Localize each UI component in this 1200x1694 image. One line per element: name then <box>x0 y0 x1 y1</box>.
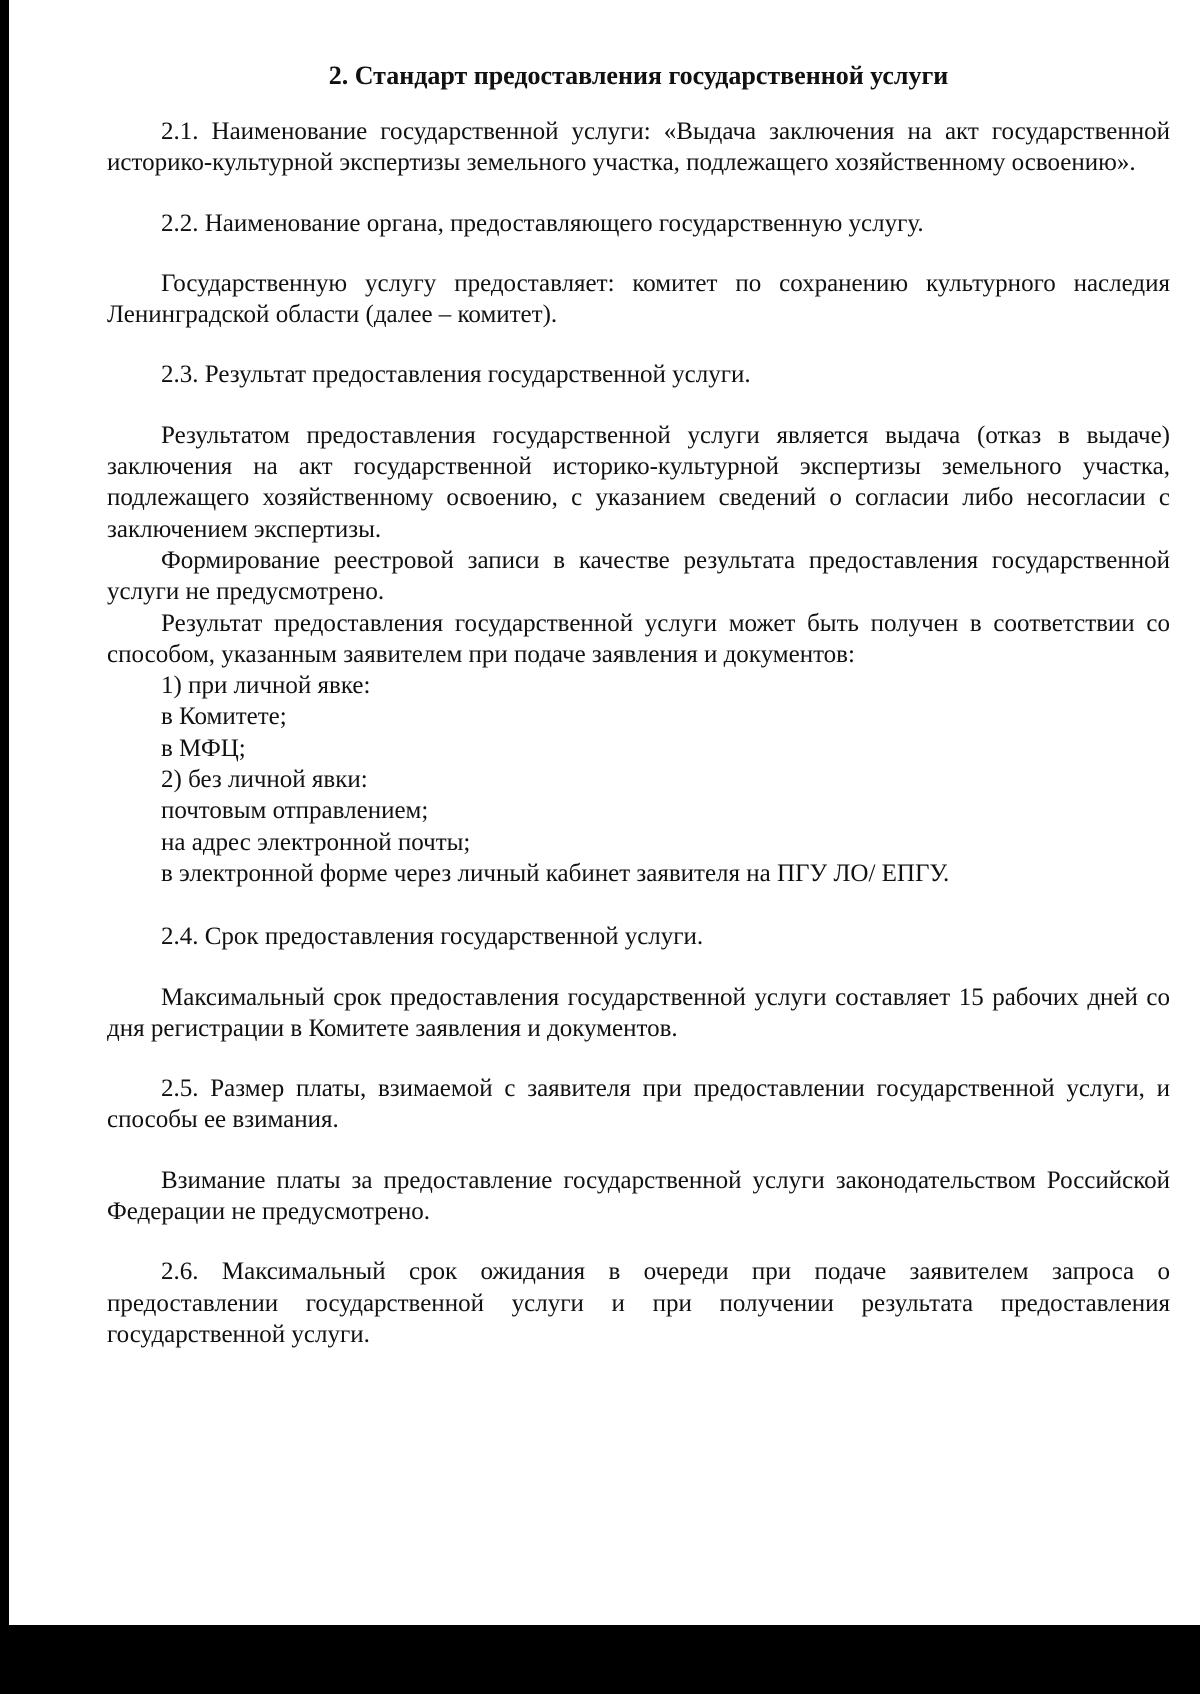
scan-left-edge <box>0 0 9 1625</box>
list-item: почтовым отправлением; <box>161 797 429 825</box>
paragraph-result-delivery: Результат предоставления государственной услуги может быть получен в соответствии со способом, указанным заявителем при подаче заявления и документов: <box>107 609 1170 668</box>
list-item: в Комитете; <box>161 703 287 731</box>
list-item: 1) при личной явке: <box>161 672 371 700</box>
list-item: в МФЦ; <box>161 734 246 762</box>
scan-bottom-band <box>0 1625 1200 1694</box>
delivery-methods-list <box>107 670 1170 889</box>
paragraph-2-6: 2.6. Максимальный срок ожидания в очереди при подаче заявителем запроса о предоставлении государственной услуги и при получении результата предоставления государственной услуги. <box>107 1258 1170 1348</box>
paragraph-2-2: 2.2. Наименование органа, предоставляющего государственную услугу. <box>161 209 924 237</box>
paragraph-result: Результатом предоставления государственной услуги является выдача (отказ в выдаче) заключения на акт государственной историко-культурной экспертизы земельного участка, подлежащего хозяйственному освоению, с указанием сведений о согласии либо несогласии с заключением экспертизы. <box>107 421 1170 543</box>
paragraph-max-term: Максимальный срок предоставления государственной услуги составляет 15 рабочих дней со дня регистрации в Комитете заявления и документов. <box>107 983 1170 1042</box>
paragraph-2-4: 2.4. Срок предоставления государственной услуги. <box>161 923 704 951</box>
paragraph-fee: Взимание платы за предоставление государственной услуги законодательством Российской Федерации не предусмотрено. <box>107 1166 1170 1226</box>
list-item: в электронной форме через личный кабинет заявителя на ПГУ ЛО/ ЕПГУ. <box>161 859 950 887</box>
paragraph-2-5: 2.5. Размер платы, взимаемой с заявителя при предоставлении государственной услуги, и способы ее взимания. <box>107 1075 1170 1134</box>
document-page <box>107 58 1170 1350</box>
list-item: 2) без личной явки: <box>161 766 368 794</box>
section-title: 2. Стандарт предоставления государственной услуги <box>328 61 949 90</box>
paragraph-authority: Государственную услугу предоставляет: комитет по сохранению культурного наследия Ленинградской области (далее – комитет). <box>107 269 1170 329</box>
paragraph-2-3: 2.3. Результат предоставления государственной услуги. <box>161 361 751 389</box>
paragraph-2-1: 2.1. Наименование государственной услуги: «Выдача заключения на акт государственной историко-культурной экспертизы земельного участка, подлежащего хозяйственному освоению». <box>107 118 1170 177</box>
paragraph-registry-record: Формирование реестровой записи в качестве результата предоставления государственной услуги не предусмотрено. <box>107 546 1170 606</box>
list-item: на адрес электронной почты; <box>161 828 471 856</box>
